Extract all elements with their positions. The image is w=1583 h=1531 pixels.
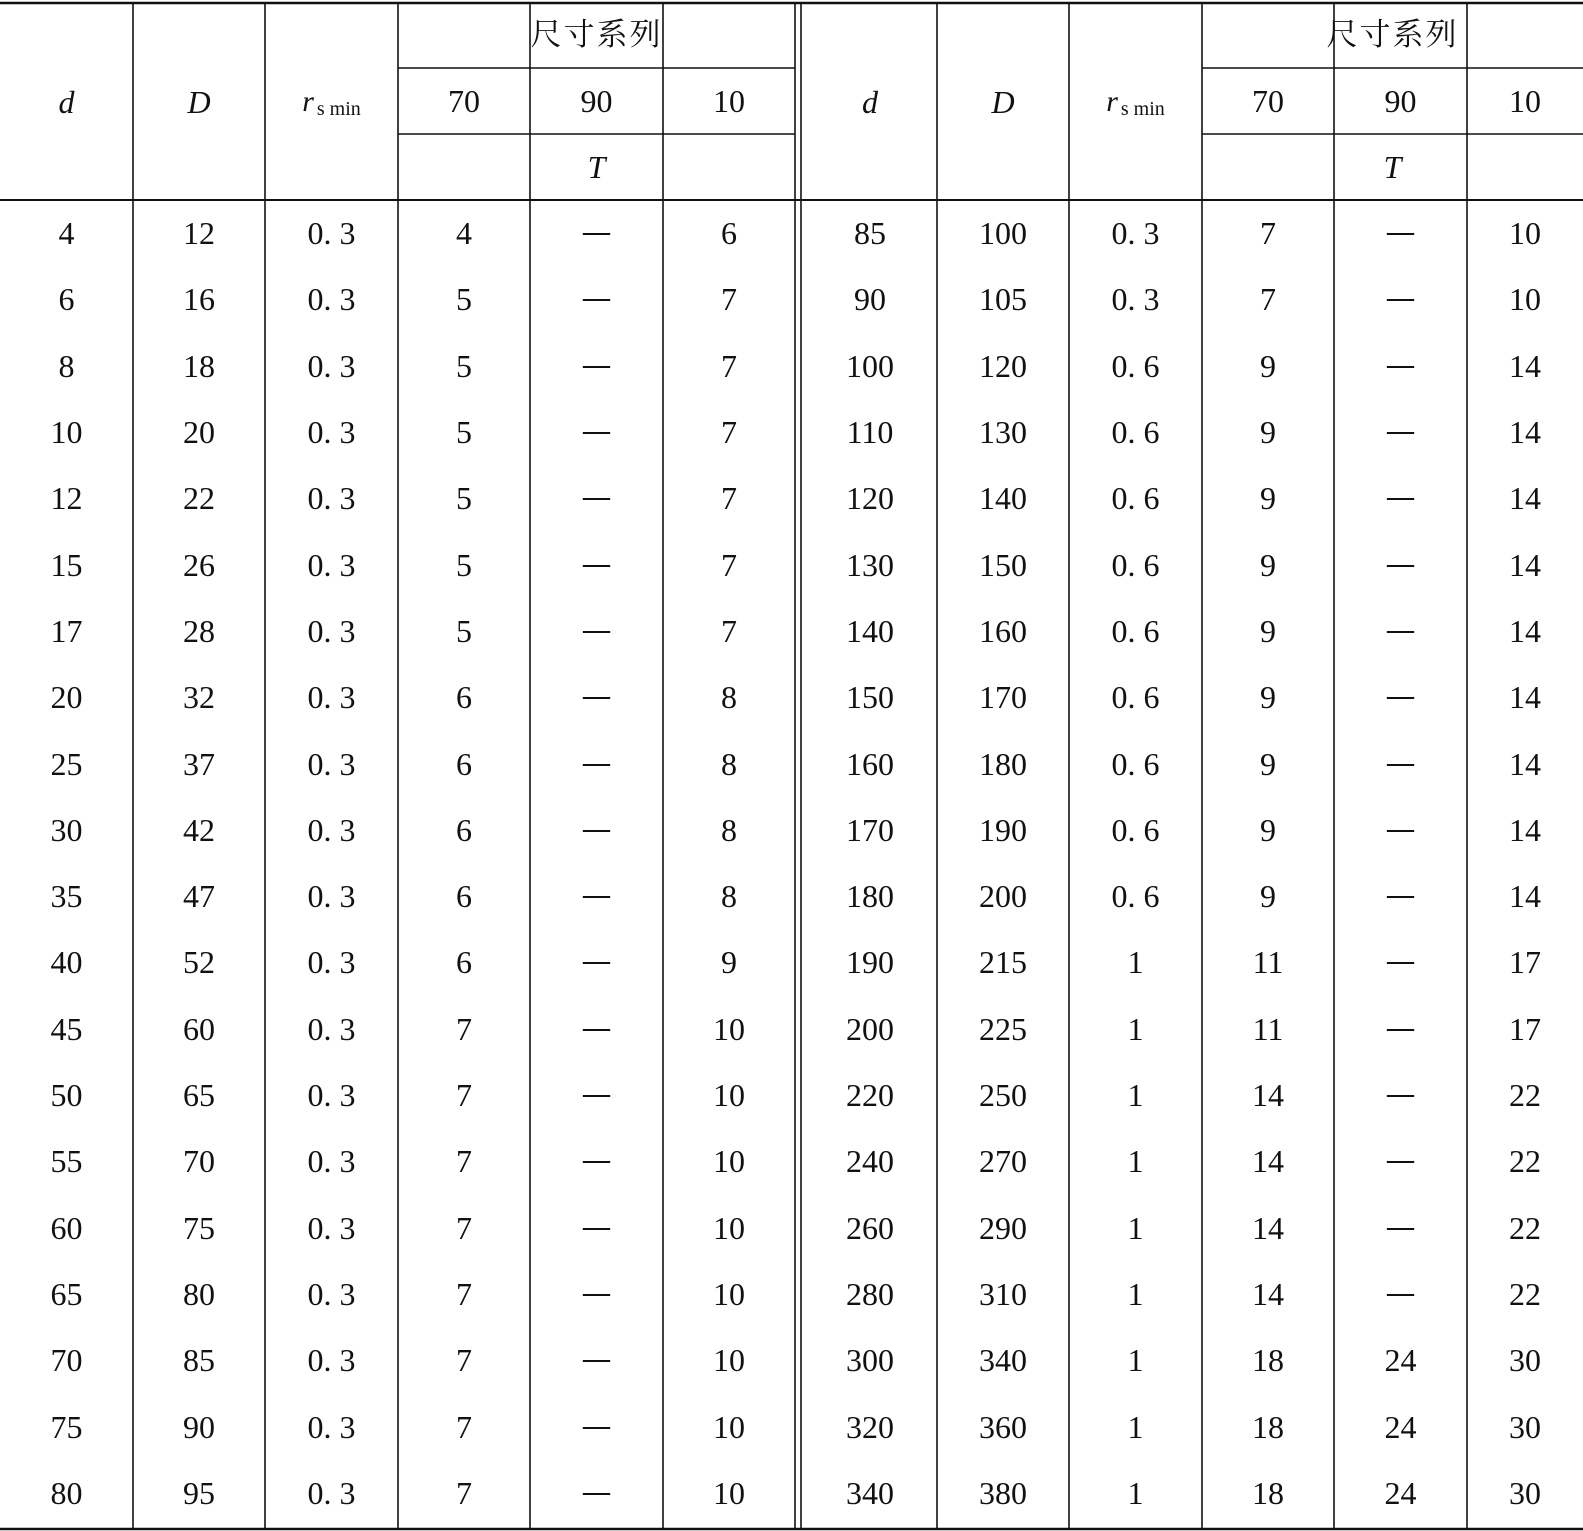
right-row-13-col-1: 250 — [979, 1077, 1027, 1114]
right-row-0-col-5: 10 — [1509, 215, 1541, 252]
left-row-2-col-3: 5 — [456, 347, 472, 384]
left-row-19-col-3: 7 — [456, 1474, 472, 1511]
left-row-8-col-2: 0. 3 — [307, 745, 356, 782]
right-row-15-col-4: — — [1385, 1209, 1416, 1245]
left-row-5-col-0: 15 — [50, 546, 83, 583]
right-row-5-col-0: 130 — [846, 546, 894, 583]
right-row-11-col-1: 215 — [979, 944, 1027, 981]
left-row-6-col-3: 5 — [456, 612, 472, 649]
left-row-4-col-5: 7 — [721, 480, 737, 517]
left-row-9-col-0: 30 — [50, 811, 83, 848]
right-row-1-col-1: 105 — [979, 281, 1027, 318]
right-row-9-col-0: 170 — [846, 811, 894, 848]
right-row-16-col-5: 22 — [1509, 1275, 1541, 1312]
left-row-14-col-1: 70 — [183, 1143, 215, 1180]
right-row-7-col-1: 170 — [979, 679, 1027, 716]
right-row-6-col-4: — — [1385, 612, 1416, 648]
left-row-18-col-4: — — [581, 1408, 612, 1444]
right-row-19-col-0: 340 — [846, 1474, 894, 1511]
left-row-12-col-4: — — [581, 1010, 612, 1046]
right-row-10-col-5: 14 — [1509, 878, 1541, 915]
right-row-2-col-2: 0. 6 — [1111, 347, 1160, 384]
right-row-2-col-3: 9 — [1260, 347, 1276, 384]
right-row-18-col-1: 360 — [979, 1408, 1027, 1445]
right-row-4-col-4: — — [1385, 480, 1416, 516]
left-row-12-col-3: 7 — [456, 1010, 472, 1047]
right-row-8-col-2: 0. 6 — [1111, 745, 1160, 782]
right-row-12-col-3: 11 — [1252, 1010, 1284, 1047]
left-row-4-col-2: 0. 3 — [307, 480, 356, 517]
left-row-9-col-1: 42 — [183, 811, 215, 848]
right-row-11-col-0: 190 — [846, 944, 894, 981]
right-row-0-col-2: 0. 3 — [1111, 215, 1160, 252]
rs-symbol: r — [1106, 84, 1118, 118]
right-row-12-col-4: — — [1385, 1010, 1416, 1046]
left-row-5-col-3: 5 — [456, 546, 472, 583]
left-row-5-col-2: 0. 3 — [307, 546, 356, 583]
left-row-14-col-5: 10 — [713, 1143, 745, 1180]
left-row-15-col-0: 60 — [50, 1209, 83, 1246]
right-row-14-col-3: 14 — [1252, 1143, 1284, 1180]
right-header-series-10: 10 — [1509, 83, 1541, 119]
right-row-6-col-1: 160 — [979, 612, 1027, 649]
left-row-12-col-0: 45 — [50, 1010, 83, 1047]
left-row-18-col-1: 90 — [183, 1408, 215, 1445]
right-row-11-col-3: 11 — [1252, 944, 1284, 981]
left-row-1-col-2: 0. 3 — [307, 281, 356, 318]
right-row-16-col-0: 280 — [846, 1275, 894, 1312]
left-row-6-col-2: 0. 3 — [307, 612, 356, 649]
right-row-14-col-5: 22 — [1509, 1143, 1541, 1180]
left-row-7-col-1: 32 — [183, 679, 215, 716]
left-row-16-col-1: 80 — [183, 1275, 215, 1312]
left-row-14-col-4: — — [581, 1143, 612, 1179]
left-row-5-col-5: 7 — [721, 546, 737, 583]
right-row-2-col-4: — — [1385, 347, 1416, 383]
left-row-6-col-5: 7 — [721, 612, 737, 649]
left-row-0-col-4: — — [581, 215, 612, 251]
left-row-10-col-5: 8 — [721, 878, 737, 915]
right-row-14-col-4: — — [1385, 1143, 1416, 1179]
left-row-12-col-2: 0. 3 — [307, 1010, 356, 1047]
left-row-7-col-0: 20 — [50, 679, 83, 716]
right-row-5-col-4: — — [1385, 546, 1416, 582]
right-row-3-col-3: 9 — [1260, 414, 1276, 451]
left-row-18-col-5: 10 — [713, 1408, 745, 1445]
rs-subscript: s min — [316, 97, 361, 120]
right-row-6-col-3: 9 — [1260, 612, 1276, 649]
left-row-15-col-2: 0. 3 — [307, 1209, 356, 1246]
left-row-15-col-1: 75 — [183, 1209, 215, 1246]
right-row-19-col-3: 18 — [1252, 1474, 1284, 1511]
right-row-8-col-0: 160 — [846, 745, 894, 782]
left-row-11-col-4: — — [581, 944, 612, 980]
right-row-1-col-5: 10 — [1509, 281, 1541, 318]
right-row-3-col-4: — — [1385, 414, 1416, 450]
right-row-2-col-0: 100 — [846, 347, 894, 384]
left-row-8-col-4: — — [581, 745, 612, 781]
right-row-6-col-2: 0. 6 — [1111, 612, 1160, 649]
left-row-2-col-1: 18 — [183, 347, 215, 384]
left-row-17-col-1: 85 — [183, 1342, 215, 1379]
left-row-13-col-3: 7 — [456, 1077, 472, 1114]
left-row-12-col-5: 10 — [713, 1010, 745, 1047]
right-row-7-col-0: 150 — [846, 679, 894, 716]
left-row-10-col-2: 0. 3 — [307, 878, 356, 915]
left-row-5-col-1: 26 — [183, 546, 215, 583]
left-row-16-col-2: 0. 3 — [307, 1275, 356, 1312]
left-row-3-col-0: 10 — [50, 414, 83, 451]
right-row-17-col-5: 30 — [1509, 1342, 1541, 1379]
right-row-13-col-4: — — [1385, 1077, 1416, 1113]
left-row-0-col-2: 0. 3 — [307, 215, 356, 252]
left-row-17-col-2: 0. 3 — [307, 1342, 356, 1379]
right-row-17-col-2: 1 — [1127, 1342, 1144, 1379]
left-row-8-col-5: 8 — [721, 745, 737, 782]
left-row-0-col-5: 6 — [721, 215, 737, 252]
left-row-17-col-5: 10 — [713, 1342, 745, 1379]
rs-symbol: r — [302, 84, 314, 118]
right-row-17-col-0: 300 — [846, 1342, 894, 1379]
left-row-8-col-3: 6 — [456, 745, 472, 782]
left-row-17-col-3: 7 — [456, 1342, 472, 1379]
right-row-16-col-3: 14 — [1252, 1275, 1284, 1312]
left-header-dimension-series: 尺寸系列 — [530, 17, 663, 53]
left-row-9-col-2: 0. 3 — [307, 811, 356, 848]
right-row-12-col-1: 225 — [979, 1010, 1027, 1047]
left-row-11-col-3: 6 — [456, 944, 472, 981]
left-header-T: T — [587, 149, 606, 185]
right-row-19-col-4: 24 — [1384, 1474, 1417, 1511]
left-header-rs-min — [265, 3, 398, 200]
left-row-10-col-0: 35 — [50, 878, 83, 915]
right-row-12-col-5: 17 — [1509, 1010, 1541, 1047]
left-row-8-col-1: 37 — [183, 745, 215, 782]
right-row-13-col-0: 220 — [846, 1077, 894, 1114]
right-header-T: T — [1383, 149, 1402, 185]
left-row-8-col-0: 25 — [50, 745, 83, 782]
left-row-6-col-4: — — [581, 612, 612, 648]
left-row-12-col-1: 60 — [183, 1010, 215, 1047]
left-row-18-col-3: 7 — [456, 1408, 472, 1445]
right-row-3-col-1: 130 — [979, 414, 1027, 451]
left-row-1-col-5: 7 — [721, 281, 737, 318]
right-row-4-col-2: 0. 6 — [1111, 480, 1160, 517]
left-row-17-col-0: 70 — [50, 1342, 83, 1379]
right-row-18-col-3: 18 — [1252, 1408, 1284, 1445]
right-row-4-col-5: 14 — [1509, 480, 1541, 517]
left-row-3-col-3: 5 — [456, 414, 472, 451]
left-row-15-col-3: 7 — [456, 1209, 472, 1246]
right-row-3-col-5: 14 — [1509, 414, 1541, 451]
rs-subscript: s min — [1120, 97, 1165, 120]
left-row-10-col-4: — — [581, 878, 612, 914]
left-row-19-col-5: 10 — [713, 1474, 745, 1511]
left-row-2-col-0: 8 — [58, 347, 75, 384]
left-row-0-col-3: 4 — [456, 215, 472, 252]
left-row-10-col-3: 6 — [456, 878, 472, 915]
left-row-13-col-1: 65 — [183, 1077, 215, 1114]
right-row-16-col-4: — — [1385, 1275, 1416, 1311]
right-row-6-col-0: 140 — [846, 612, 894, 649]
right-row-13-col-2: 1 — [1127, 1077, 1144, 1114]
right-row-7-col-3: 9 — [1260, 679, 1276, 716]
right-row-8-col-4: — — [1385, 745, 1416, 781]
left-row-5-col-4: — — [581, 546, 612, 582]
right-row-0-col-1: 100 — [979, 215, 1027, 252]
left-row-15-col-4: — — [581, 1209, 612, 1245]
left-row-6-col-1: 28 — [183, 612, 215, 649]
right-row-15-col-2: 1 — [1127, 1209, 1144, 1246]
left-row-9-col-3: 6 — [456, 811, 472, 848]
right-row-16-col-1: 310 — [979, 1275, 1027, 1312]
right-row-7-col-5: 14 — [1509, 679, 1541, 716]
right-row-15-col-3: 14 — [1252, 1209, 1284, 1246]
right-row-5-col-5: 14 — [1509, 546, 1541, 583]
right-row-7-col-2: 0. 6 — [1111, 679, 1160, 716]
right-row-10-col-2: 0. 6 — [1111, 878, 1160, 915]
right-row-7-col-4: — — [1385, 679, 1416, 715]
right-row-14-col-0: 240 — [846, 1143, 894, 1180]
right-row-9-col-3: 9 — [1260, 811, 1276, 848]
left-row-19-col-0: 80 — [50, 1474, 83, 1511]
right-row-5-col-1: 150 — [979, 546, 1027, 583]
left-row-4-col-1: 22 — [183, 480, 215, 517]
right-header-series-70: 70 — [1252, 83, 1284, 119]
left-row-11-col-5: 9 — [721, 944, 737, 981]
left-row-1-col-0: 6 — [58, 281, 75, 318]
right-row-10-col-4: — — [1385, 878, 1416, 914]
left-row-7-col-5: 8 — [721, 679, 737, 716]
right-row-2-col-1: 120 — [979, 347, 1027, 384]
left-row-4-col-3: 5 — [456, 480, 472, 517]
right-row-19-col-2: 1 — [1127, 1474, 1144, 1511]
right-row-18-col-0: 320 — [846, 1408, 894, 1445]
left-row-16-col-0: 65 — [50, 1275, 83, 1312]
left-row-14-col-0: 55 — [50, 1143, 83, 1180]
right-row-0-col-0: 85 — [854, 215, 886, 252]
left-row-7-col-2: 0. 3 — [307, 679, 356, 716]
right-row-10-col-3: 9 — [1260, 878, 1276, 915]
right-row-18-col-2: 1 — [1127, 1408, 1144, 1445]
left-row-14-col-2: 0. 3 — [307, 1143, 356, 1180]
left-row-1-col-3: 5 — [456, 281, 472, 318]
left-row-19-col-1: 95 — [183, 1474, 215, 1511]
right-row-4-col-3: 9 — [1260, 480, 1276, 517]
right-row-18-col-5: 30 — [1509, 1408, 1541, 1445]
left-row-16-col-3: 7 — [456, 1275, 472, 1312]
right-row-4-col-0: 120 — [846, 480, 894, 517]
left-row-4-col-4: — — [581, 480, 612, 516]
left-header-series-90: 90 — [580, 83, 613, 119]
right-row-10-col-1: 200 — [979, 878, 1027, 915]
right-row-1-col-4: — — [1385, 281, 1416, 317]
right-row-0-col-4: — — [1385, 215, 1416, 251]
right-row-14-col-2: 1 — [1127, 1143, 1144, 1180]
left-row-13-col-4: — — [581, 1077, 612, 1113]
left-row-2-col-5: 7 — [721, 347, 737, 384]
right-row-11-col-5: 17 — [1509, 944, 1541, 981]
right-row-19-col-5: 30 — [1509, 1474, 1541, 1511]
right-row-17-col-4: 24 — [1384, 1342, 1417, 1379]
right-row-1-col-3: 7 — [1260, 281, 1276, 318]
left-row-11-col-2: 0. 3 — [307, 944, 356, 981]
left-header-series-70: 70 — [448, 83, 480, 119]
right-row-9-col-1: 190 — [979, 811, 1027, 848]
right-row-6-col-5: 14 — [1509, 612, 1541, 649]
left-row-0-col-1: 12 — [183, 215, 215, 252]
right-row-19-col-1: 380 — [979, 1474, 1027, 1511]
left-row-14-col-3: 7 — [456, 1143, 472, 1180]
left-row-0-col-0: 4 — [58, 215, 75, 252]
left-row-16-col-4: — — [581, 1275, 612, 1311]
right-row-3-col-0: 110 — [846, 414, 894, 451]
left-row-11-col-1: 52 — [183, 944, 215, 981]
right-row-15-col-0: 260 — [846, 1209, 894, 1246]
right-row-15-col-1: 290 — [979, 1209, 1027, 1246]
left-row-13-col-2: 0. 3 — [307, 1077, 356, 1114]
left-row-2-col-2: 0. 3 — [307, 347, 356, 384]
right-row-1-col-2: 0. 3 — [1111, 281, 1160, 318]
left-row-3-col-2: 0. 3 — [307, 414, 356, 451]
right-row-3-col-2: 0. 6 — [1111, 414, 1160, 451]
left-row-18-col-0: 75 — [50, 1408, 83, 1445]
left-row-10-col-1: 47 — [183, 878, 215, 915]
left-row-4-col-0: 12 — [50, 480, 83, 517]
left-row-15-col-5: 10 — [713, 1209, 745, 1246]
left-row-16-col-5: 10 — [713, 1275, 745, 1312]
right-row-11-col-4: — — [1385, 944, 1416, 980]
right-header-d: d — [862, 83, 878, 120]
right-row-5-col-2: 0. 6 — [1111, 546, 1160, 583]
right-header-D: D — [991, 83, 1015, 120]
right-row-9-col-4: — — [1385, 811, 1416, 847]
left-header-d: d — [58, 83, 75, 120]
left-row-9-col-5: 8 — [721, 811, 737, 848]
left-row-9-col-4: — — [581, 811, 612, 847]
right-header-dimension-series: 尺寸系列 — [1326, 17, 1459, 53]
left-row-19-col-4: — — [581, 1474, 612, 1510]
right-header-series-90: 90 — [1384, 83, 1417, 119]
left-row-3-col-4: — — [581, 414, 612, 450]
right-row-18-col-4: 24 — [1384, 1408, 1417, 1445]
right-row-2-col-5: 14 — [1509, 347, 1541, 384]
left-row-3-col-5: 7 — [721, 414, 737, 451]
left-row-7-col-4: — — [581, 679, 612, 715]
right-row-9-col-2: 0. 6 — [1111, 811, 1160, 848]
left-row-11-col-0: 40 — [50, 944, 83, 981]
left-row-3-col-1: 20 — [183, 414, 215, 451]
left-row-13-col-0: 50 — [50, 1077, 83, 1114]
right-row-14-col-1: 270 — [979, 1143, 1027, 1180]
right-row-17-col-1: 340 — [979, 1342, 1027, 1379]
left-header-D: D — [187, 83, 211, 120]
left-row-18-col-2: 0. 3 — [307, 1408, 356, 1445]
right-row-13-col-5: 22 — [1509, 1077, 1541, 1114]
right-row-8-col-3: 9 — [1260, 745, 1276, 782]
right-row-9-col-5: 14 — [1509, 811, 1541, 848]
right-row-0-col-3: 7 — [1260, 215, 1276, 252]
left-row-13-col-5: 10 — [713, 1077, 745, 1114]
left-row-7-col-3: 6 — [456, 679, 472, 716]
left-row-17-col-4: — — [581, 1342, 612, 1378]
left-row-2-col-4: — — [581, 347, 612, 383]
left-header-series-10: 10 — [713, 83, 745, 119]
right-row-12-col-0: 200 — [846, 1010, 894, 1047]
right-row-1-col-0: 90 — [854, 281, 886, 318]
right-row-13-col-3: 14 — [1252, 1077, 1284, 1114]
right-row-16-col-2: 1 — [1127, 1275, 1144, 1312]
right-row-17-col-3: 18 — [1252, 1342, 1284, 1379]
left-row-6-col-0: 17 — [50, 612, 83, 649]
right-row-15-col-5: 22 — [1509, 1209, 1541, 1246]
right-row-8-col-1: 180 — [979, 745, 1027, 782]
left-row-1-col-4: — — [581, 281, 612, 317]
right-row-12-col-2: 1 — [1127, 1010, 1144, 1047]
left-row-19-col-2: 0. 3 — [307, 1474, 356, 1511]
right-header-rs-min — [1069, 3, 1202, 200]
right-row-11-col-2: 1 — [1127, 944, 1144, 981]
right-row-10-col-0: 180 — [846, 878, 894, 915]
right-row-5-col-3: 9 — [1260, 546, 1276, 583]
right-row-8-col-5: 14 — [1509, 745, 1541, 782]
right-row-4-col-1: 140 — [979, 480, 1027, 517]
left-row-1-col-1: 16 — [183, 281, 215, 318]
